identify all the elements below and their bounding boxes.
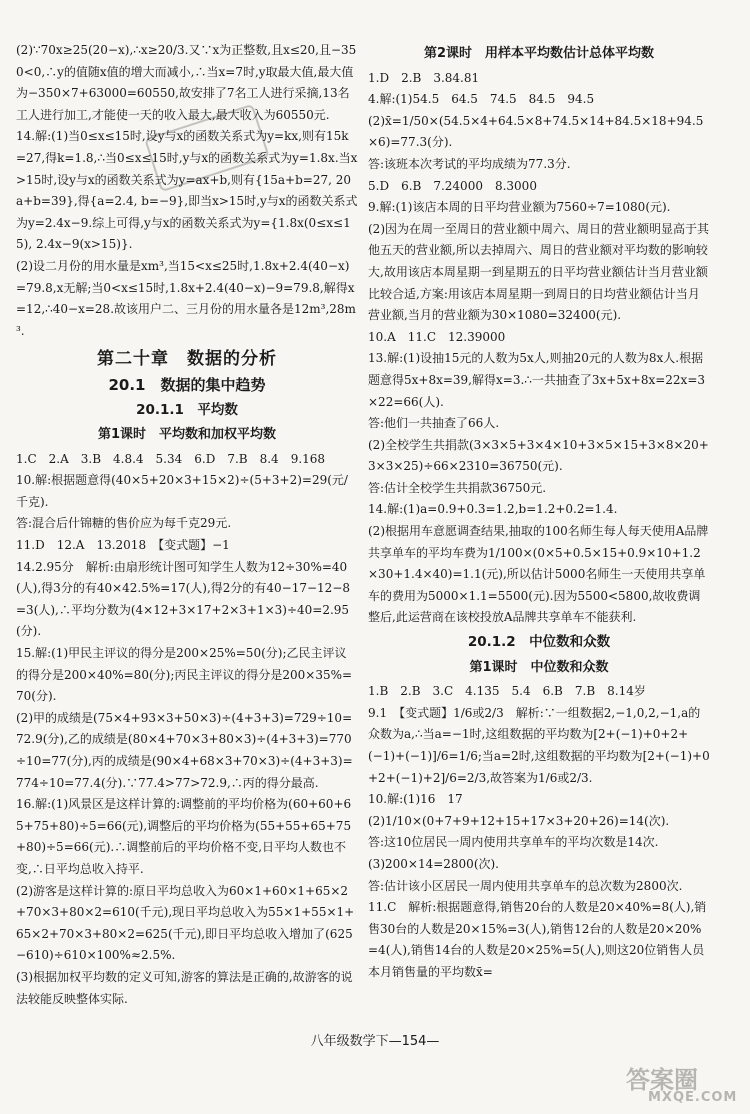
lesson-heading: 第2课时 用样本平均数估计总体平均数 (423, 46, 655, 61)
answer-paragraph: 1.C 2.A 3.B 4.8.4 5.34 6.D 7.B 8.4 9.168 (16, 451, 326, 466)
answer-paragraph: (3)200×14=2800(次). (368, 856, 499, 871)
answer-paragraph: 答:混合后什锦糖的售价应为每千克29元. (16, 516, 232, 531)
answer-paragraph: 4.解:(1)54.5 64.5 74.5 84.5 94.5 (368, 92, 595, 107)
answer-paragraph: 答:估计全校学生共捐款36750元. (368, 480, 547, 495)
answer-paragraph: (2)全校学生共捐款(3×3×5+3×4×10+3×5×15+3×8×20+3×3×25)÷66×2310=36750(元). (368, 437, 709, 474)
answer-paragraph: (2)1/10×(0+7+9+12+15+17×3+20+26)=14(次). (368, 813, 670, 828)
answer-paragraph: 答:这10位居民一周内使用共享单车的平均次数是14次. (368, 835, 659, 850)
answer-paragraph: (2)因为在周一至周日的营业额中周六、周日的营业额明显高于其他五天的营业额,所以去掉周六、周日的营业额对平均数的影响较大,故用该店本周星期一到星期五的日平均营业额估计当月营业额比较合适,方案:用该店本周星期一到周日的日均营业额估计当月营业额,当月的营业额为30×1080=32400(元). (368, 221, 710, 323)
answer-paragraph: 14.2.95分 解析:由扇形统计图可知学生人数为12÷30%=40(人),得3分的有40×42.5%=17(人),得2分的有40−17−12−8=3(人),∴平均分数为(4×12+3×17+2×3+1×3)÷40=2.95(分). (16, 559, 351, 639)
answer-paragraph: 11.C 解析:根据题意得,销售20台的人数是20×40%=8(人),销售30台的人数是20×15%=3(人),销售12台的人数是20×20%=4(人),销售14台的人数是20×25%=5(人),则这20位销售人员本月销售量的平均数x̄= (368, 900, 707, 979)
answer-paragraph: 11.D 12.A 13.2018 【变式题】−1 (16, 538, 230, 553)
watermark-text-main: 答案圈 (626, 1066, 698, 1094)
subsection-heading: 20.1.2 中位数和众数 (467, 634, 611, 651)
answer-paragraph: 答:他们一共抽查了66人. (368, 416, 500, 431)
answer-paragraph: (2)游客是这样计算的:原日平均总收入为60×1+60×1+65×2+70×3+80×2=610(千元),现日平均总收入为55×1+55×1+65×2+70×3+80×2=625(千元),即日平均总收入增加了(625−610)÷610×100%≈2.5%. (16, 883, 355, 963)
lesson-heading: 第1课时 平均数和加权平均数 (97, 427, 277, 443)
answer-paragraph: 1.B 2.B 3.C 4.135 5.4 6.B 7.B 8.14岁 (368, 684, 646, 699)
answer-paragraph: 13.解:(1)设抽15元的人数为5x人,则抽20元的人数为8x人.根据题意得5x+8x=39,解得x=3.∴一共抽查了3x+5x+8x=22x=3×22=66(人). (368, 351, 706, 409)
answer-paragraph: (2)x̄=1/50×(54.5×4+64.5×8+74.5×14+84.5×18+94.5×6)=77.3(分). (368, 113, 704, 150)
answer-paragraph: 答:该班本次考试的平均成绩为77.3分. (368, 156, 571, 171)
answer-paragraph: (2)设二月份的用水量是xm³,当15<x≤25时,1.8x+2.4(40−x)=79.8,x无解;当0<x≤15时,1.8x+2.4(40−x)−9=79.8,解得x=12,∴40−x=28.故该用户二、三月份的用水量各是12m³,28m³. (16, 258, 356, 338)
answer-paragraph: (3)根据加权平均数的定义可知,游客的算法是正确的,故游客的说法较能反映整体实际. (16, 969, 353, 1006)
chapter-heading: 第二十章 数据的分析 (97, 349, 277, 370)
answer-paragraph: 1.D 2.B 3.84.81 (368, 70, 480, 85)
answer-paragraph: 14.解:(1)当0≤x≤15时,设y与x的函数关系式为y=kx,则有15k=27,得k=1.8,∴当0≤x≤15时,y与x的函数关系式为y=1.8x.当x>15时,设y与x的函数关系式为y=ax+b,则有{15a+b=27, 20a+b=39},得{a=2.4, b=−9},即当x>15时,y与x的函数关系式为y=2.4x−9.综上可得,y与x的函数关系式为y={1.8x(0≤x≤15), 2.4x−9(x>15)}. (16, 129, 358, 252)
left-column (16, 40, 358, 1010)
answer-paragraph: (2)甲的成绩是(75×4+93×3+50×3)÷(4+3+3)=729÷10=72.9(分),乙的成绩是(80×4+70×3+80×3)÷(4+3+3)=770÷10=77(分),丙的成绩是(90×4+68×3+70×3)÷(4+3+3)=774÷10=77.4(分).∵77.4>77>72.9,∴丙的得分最高. (16, 710, 353, 790)
answer-paragraph: 16.解:(1)风景区是这样计算的:调整前的平均价格为(60+60+65+75+80)÷5=66(元),调整后的平均价格为(55+55+65+75+80)÷5=66(元).∴调整前后的平均价格不变,日平均人数也不变,∴日平均总收入持平. (16, 797, 352, 876)
answer-paragraph: 9.解:(1)该店本周的日平均营业额为7560÷7=1080(元). (368, 200, 671, 215)
right-column (368, 40, 710, 984)
answer-paragraph: 9.1 【变式题】1/6或2/3 解析:∵一组数据2,−1,0,2,−1,a的众数为a,∴当a=−1时,这组数据的平均数为[2+(−1)+0+2+(−1)+(−1)]/6=1/6;当a=2时,这组数据的平均数为[2+(−1)+0+2+(−1)+2]/6=2/3,故答案为1/6或2/3. (368, 705, 710, 785)
page-footer: 八年级数学下—154— (310, 1034, 440, 1049)
answer-paragraph: 10.解:根据题意得(40×5+20×3+15×2)÷(5+3+2)=29(元/千克). (16, 473, 348, 509)
answer-paragraph: 10.解:(1)16 17 (368, 792, 463, 807)
answer-paragraph: (2)根据用车意愿调查结果,抽取的100名师生每人每天使用A品牌共享单车的平均车费为1/100×(0×5+0.5×15+0.9×10+1.2×30+1.4×40)=1.1(元),所以估计5000名师生一天使用共享单车的费用为5000×1.1=5500(元).因为5500<5800,故收费调整后,此运营商在该校投放A品牌共享单车不能获利. (368, 524, 709, 625)
section-heading: 20.1 数据的集中趋势 (108, 375, 266, 394)
subsection-heading: 20.1.1 平均数 (136, 401, 238, 418)
answer-paragraph: 14.解:(1)a=0.9+0.3=1.2,b=1.2+0.2=1.4. (368, 502, 618, 517)
watermark-logo (618, 1060, 744, 1112)
answer-paragraph: 5.D 6.B 7.24000 8.3000 (368, 178, 537, 193)
answer-paragraph: 15.解:(1)甲民主评议的得分是200×25%=50(分);乙民主评议的得分是200×40%=80(分);丙民主评议的得分是200×35%=70(分). (16, 646, 353, 704)
answer-paragraph: (2)∵70x≥25(20−x),∴x≥20/3.又∵x为正整数,且x≤20,且−350<0,∴y的值随x值的增大而减小,∴当x=7时,y取最大值,最大值为−350×7+63000=60550,故安排了7名工人进行采摘,13名工人进行加工,才能使一天的收入最大,最大收入为60550元. (16, 43, 357, 122)
answer-paragraph: 10.A 11.C 12.39000 (368, 329, 506, 344)
lesson-heading: 第1课时 中位数和众数 (469, 659, 609, 675)
watermark-text-url: MXQE.COM (648, 1090, 738, 1105)
answer-paragraph: 答:估计该小区居民一周内使用共享单车的总次数为2800次. (368, 878, 683, 893)
